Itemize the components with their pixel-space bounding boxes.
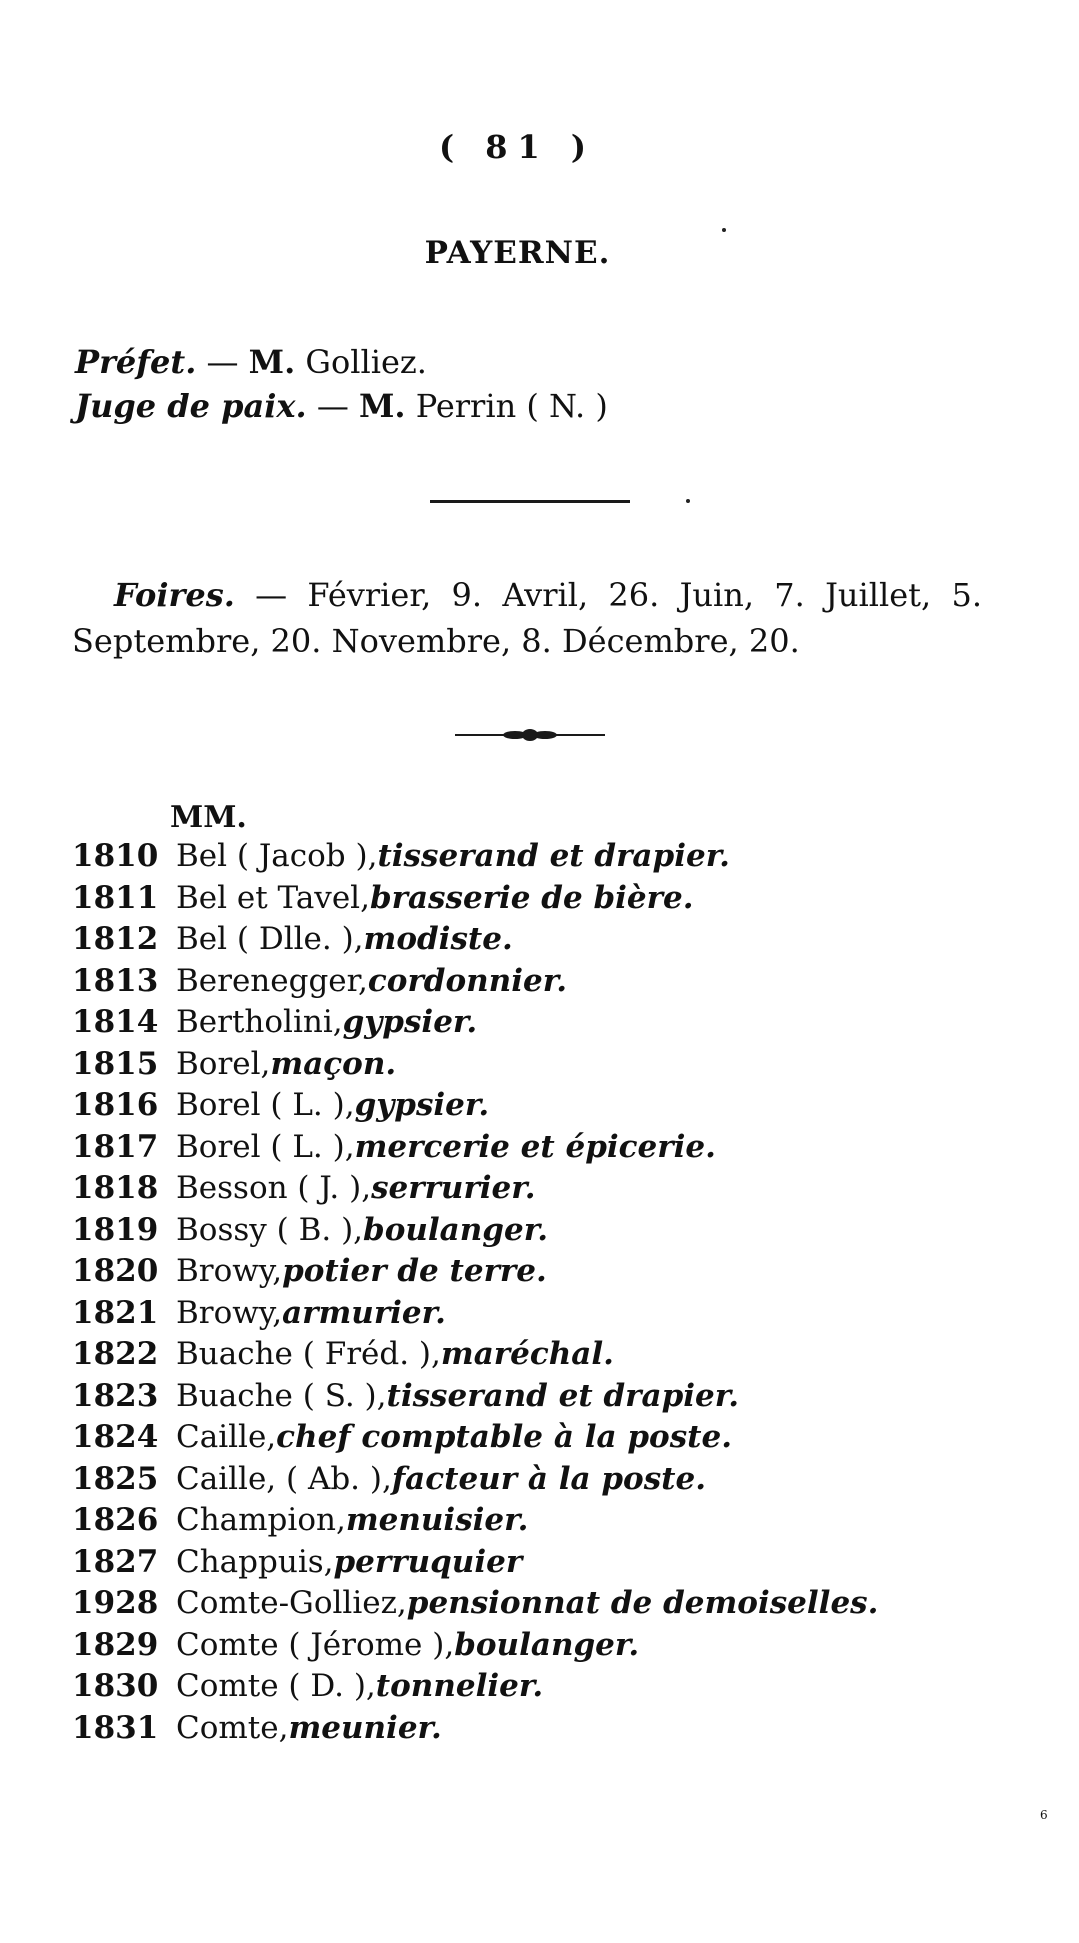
- entry-name: Browy,: [176, 1253, 283, 1289]
- entry-name: Comte-Golliez,: [176, 1585, 407, 1621]
- official-name: Perrin ( N. ): [405, 387, 608, 425]
- entry-trade: tisserand et drapier.: [386, 1377, 740, 1414]
- entry-number: 1821: [72, 1294, 159, 1331]
- official-role: Juge de paix.: [75, 387, 307, 425]
- official-separator: —: [196, 343, 249, 381]
- directory-entry: [72, 1500, 1052, 1542]
- entry-trade: perruquier: [333, 1543, 523, 1580]
- entry-name: Buache ( Fréd. ),: [176, 1336, 441, 1372]
- directory-heading: MM.: [170, 800, 247, 835]
- entry-name: Comte,: [176, 1709, 289, 1746]
- entry-name: Bel ( Jacob ),: [176, 838, 378, 874]
- entry-number: 1827: [72, 1543, 159, 1580]
- entry-name: Buache ( S. ),: [176, 1377, 387, 1414]
- directory-entry: [72, 1708, 1052, 1750]
- entry-name: Caille, ( Ab. ),: [176, 1460, 392, 1497]
- directory-list: [72, 800, 1052, 1749]
- entry-number: 1829: [72, 1626, 159, 1663]
- entry-number: 1823: [72, 1377, 159, 1414]
- entry-name: Borel ( L. ),: [176, 1087, 355, 1123]
- directory-entry: [72, 1417, 1052, 1459]
- directory-entry: [72, 1293, 1052, 1335]
- directory-entry: [72, 1210, 1052, 1252]
- horizontal-rule: [430, 500, 630, 503]
- entry-trade: chef comptable à la poste.: [276, 1419, 732, 1455]
- entry-number: 1826: [72, 1502, 159, 1538]
- official-prefet: [75, 340, 975, 384]
- entry-number: 1815: [72, 1045, 159, 1082]
- fairs-label: Foires.: [114, 576, 235, 614]
- signature-mark: 6: [1040, 1808, 1048, 1822]
- fairs-paragraph: [72, 572, 982, 664]
- entry-trade: modiste.: [363, 921, 513, 957]
- entry-trade: meunier.: [288, 1709, 442, 1746]
- directory-entry: [72, 1625, 1052, 1667]
- directory-entry: [72, 1251, 1052, 1293]
- entry-trade: potier de terre.: [282, 1253, 547, 1289]
- page-number: ( 81 ): [438, 128, 597, 166]
- entry-name: Bel et Tavel,: [176, 879, 370, 916]
- directory-entry: [72, 1542, 1052, 1584]
- entry-number: 1928: [72, 1585, 159, 1621]
- entry-trade: pensionnat de demoiselles.: [406, 1585, 879, 1621]
- directory-entry: [72, 1002, 1052, 1044]
- entry-name: Bel ( Dlle. ),: [176, 921, 364, 957]
- entry-trade: tisserand et drapier.: [377, 838, 730, 874]
- entry-name: Comte ( Jérome ),: [176, 1626, 455, 1663]
- entry-trade: boulanger.: [454, 1626, 640, 1663]
- entry-name: Caille,: [176, 1419, 277, 1455]
- entry-trade: serrurier.: [371, 1170, 536, 1206]
- ink-dot: [722, 228, 726, 232]
- entry-name: Bossy ( B. ),: [176, 1211, 364, 1248]
- entry-name: Bertholini,: [176, 1004, 343, 1040]
- officials-section: [75, 340, 975, 428]
- entry-name: Comte ( D. ),: [176, 1668, 376, 1704]
- entry-number: 1825: [72, 1460, 159, 1497]
- entry-name: Borel,: [176, 1045, 271, 1082]
- town-heading: PAYERNE.: [424, 235, 611, 271]
- directory-entry: [72, 1376, 1052, 1418]
- entry-trade: maréchal.: [440, 1336, 614, 1372]
- official-title: M.: [358, 387, 406, 425]
- entry-trade: cordonnier.: [367, 962, 567, 999]
- directory-entry: [72, 1666, 1052, 1708]
- entry-number: 1824: [72, 1419, 159, 1455]
- directory-entry: [72, 1044, 1052, 1086]
- entry-trade: boulanger.: [363, 1211, 548, 1248]
- entry-trade: facteur à la poste.: [391, 1460, 707, 1497]
- directory-entry: [72, 1334, 1052, 1376]
- entry-trade: gypsier.: [342, 1004, 478, 1040]
- official-title: M.: [248, 343, 296, 381]
- directory-entry: [72, 878, 1052, 920]
- entry-number: 1819: [72, 1211, 159, 1248]
- entry-trade: mercerie et épicerie.: [354, 1128, 716, 1165]
- entry-number: 1812: [72, 921, 159, 957]
- entry-name: Berenegger,: [176, 962, 368, 999]
- entry-number: 1813: [72, 962, 159, 999]
- entry-trade: maçon.: [270, 1045, 397, 1082]
- entry-trade: gypsier.: [354, 1087, 490, 1123]
- directory-entry: [72, 1085, 1052, 1127]
- directory-entry: [72, 961, 1052, 1003]
- entry-number: 1820: [72, 1253, 159, 1289]
- official-name: Golliez.: [295, 343, 427, 381]
- entry-number: 1818: [72, 1170, 159, 1206]
- directory-entry: [72, 1168, 1052, 1210]
- directory-entries: [72, 836, 1052, 1749]
- entry-number: 1814: [72, 1004, 159, 1040]
- entry-trade: armurier.: [282, 1294, 446, 1331]
- entry-name: Borel ( L. ),: [176, 1128, 355, 1165]
- entry-number: 1810: [72, 838, 159, 874]
- directory-entry: [72, 836, 1052, 878]
- entry-trade: menuisier.: [345, 1502, 529, 1538]
- directory-entry: [72, 919, 1052, 961]
- directory-entry: [72, 1127, 1052, 1169]
- entry-name: Browy,: [176, 1294, 283, 1331]
- ink-dot: [686, 499, 690, 503]
- entry-number: 1830: [72, 1668, 159, 1704]
- entry-number: 1822: [72, 1336, 159, 1372]
- official-separator: —: [306, 387, 359, 425]
- entry-number: 1811: [72, 879, 159, 916]
- official-juge-de-paix: [75, 384, 975, 428]
- fleuron-ornament-icon: [455, 725, 605, 745]
- entry-name: Chappuis,: [176, 1543, 334, 1580]
- directory-entry: [72, 1583, 1052, 1625]
- entry-trade: tonnelier.: [375, 1668, 544, 1704]
- directory-entry: [72, 1459, 1052, 1501]
- entry-number: 1817: [72, 1128, 159, 1165]
- fairs-dates: — Février, 9. Avril, 26. Juin, 7. Juillet, 5. Septembre, 20. Novembre, 8. Décembre, 20.: [72, 576, 982, 660]
- entry-number: 1816: [72, 1087, 159, 1123]
- entry-number: 1831: [72, 1709, 159, 1746]
- official-role: Préfet.: [75, 343, 197, 381]
- entry-name: Besson ( J. ),: [176, 1170, 372, 1206]
- entry-name: Champion,: [176, 1502, 346, 1538]
- entry-trade: brasserie de bière.: [369, 879, 694, 916]
